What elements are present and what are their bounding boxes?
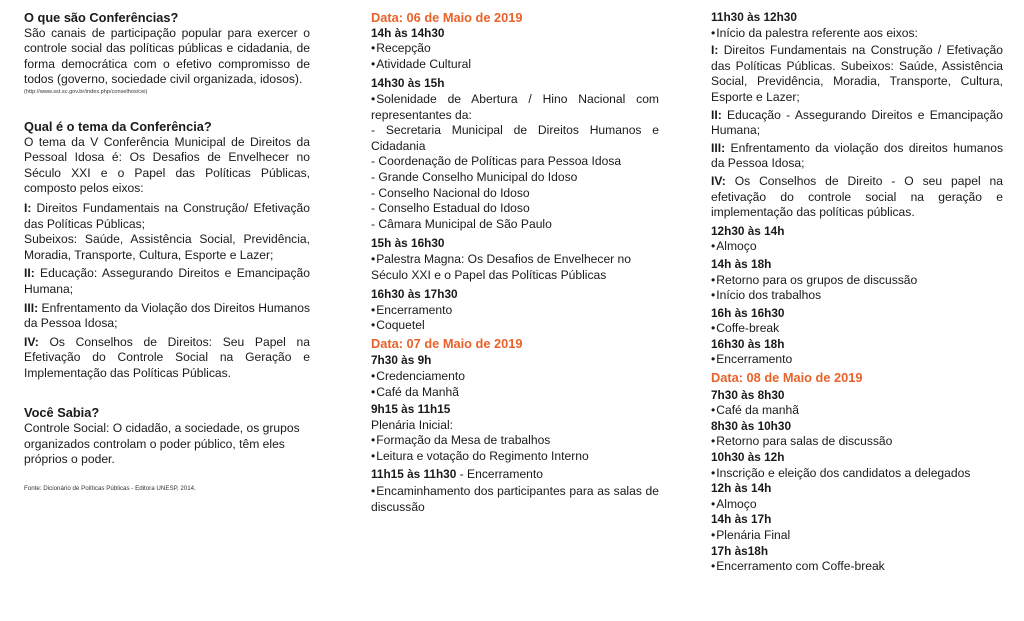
schedule-item: • Inscrição e eleição dos candidatos a delegados (711, 466, 1003, 482)
day-heading: Data: 06 de Maio de 2019 (371, 10, 523, 25)
schedule-item: • Café da Manhã (371, 385, 659, 401)
time-slot: 10h30 às 12h (711, 450, 785, 465)
representative-item: - Secretaria Municipal de Direitos Humanos e Cidadania (371, 123, 659, 153)
time-slot: 12h30 às 14h (711, 223, 785, 238)
day-heading: Data: 08 de Maio de 2019 (711, 370, 863, 386)
time-slot: 14h às 17h (711, 512, 772, 527)
time-slot: 14h às 14h30 (371, 25, 445, 40)
section-text-tema: O tema da V Conferência Municipal de Direitos da Pessoal Idosa é: Os Desafios de Envelhecer no Século XXI e o Papel das Políticas Públicas, composto pelos eixos: (24, 134, 310, 196)
time-slot-row: 11h15 às 11h30 - Encerramento (371, 466, 543, 481)
time-slot: 11h30 às 12h30 (711, 10, 797, 24)
section-title-tema: Qual é o tema da Conferência? (24, 118, 212, 134)
schedule-item: • Credenciamento (371, 369, 659, 385)
eixo-item: IV: Os Conselhos de Direitos: Seu Papel na Efetivação do Controle Social na Geração e Implementação das Políticas Públicas. (24, 334, 310, 380)
day-heading: Data: 07 de Maio de 2019 (371, 335, 523, 351)
representative-item: - Conselho Nacional do Idoso (371, 185, 530, 200)
schedule-column-2 (711, 10, 1003, 575)
info-column (24, 10, 310, 493)
eixo-item: II: Educação: Assegurando Direitos e Emancipação Humana; (24, 266, 310, 296)
eixo-item: III: Enfrentamento da Violação dos Direitos Humanos da Pessoa Idosa; (24, 300, 310, 331)
schedule-item: • Atividade Cultural (371, 57, 659, 73)
section-text-voce-sabia: Controle Social: O cidadão, a sociedade, os grupos organizados controlam o poder público, têm eles próprios o poder. (24, 421, 300, 467)
time-slot: 16h30 às 18h (711, 336, 785, 351)
source-citation: Fonte: Dicionário de Políticas Públicas - Editora UNESP, 2014. (24, 484, 196, 492)
time-slot: 17h às18h (711, 543, 769, 558)
eixo-subeixos: Subeixos: Saúde, Assistência Social, Previdência, Moradia, Transporte, Cultura, Esporte e Lazer; (24, 232, 310, 262)
schedule-item: • Início da palestra referente aos eixos: (711, 26, 1003, 42)
time-slot: 14h30 às 15h (371, 76, 445, 91)
eixo-item: IV: Os Conselhos de Direito - O seu papel na efetivação do controle social na geração e implementação das políticas públicas. (711, 173, 1003, 220)
representative-item: - Coordenação de Políticas para Pessoa Idosa (371, 154, 622, 169)
time-slot: 12h às 14h (711, 481, 772, 496)
schedule-item: Plenária Inicial: (371, 417, 454, 432)
time-slot: 15h às 16h30 (371, 236, 445, 251)
schedule-item: • Formação da Mesa de trabalhos (371, 433, 659, 449)
time-slot: 7h30 às 8h30 (711, 387, 785, 402)
representative-item: - Grande Conselho Municipal do Idoso (371, 169, 578, 184)
section-text-conferencias: São canais de participação popular para exercer o controle social das políticas públicas e cidadania, de forma democrática com o efetivo compromisso de todos (governo, sociedade civil organizada, idosos). (24, 25, 310, 87)
schedule-item: • Coffe-break (711, 321, 1003, 337)
source-url: (http://www.sst.sc.gov.br/index.php/conselhos/cei) (24, 88, 148, 95)
time-slot: 16h às 16h30 (711, 305, 785, 320)
representative-item: - Câmara Municipal de São Paulo (371, 216, 552, 231)
schedule-item: • Coquetel (371, 318, 659, 334)
time-slot: 16h30 às 17h30 (371, 287, 458, 302)
representative-item: - Conselho Estadual do Idoso (371, 201, 530, 216)
schedule-item: • Almoço (711, 239, 1003, 255)
schedule-item: • Almoço (711, 497, 1003, 513)
section-title-voce-sabia: Você Sabia? (24, 405, 100, 421)
section-title-conferencias: O que são Conferências? (24, 10, 179, 25)
schedule-item: • Encaminhamento dos participantes para as salas de discussão (371, 484, 659, 515)
schedule-item: • Leitura e votação do Regimento Interno (371, 449, 659, 465)
schedule-item: • Encerramento (371, 303, 659, 319)
schedule-item: • Encerramento com Coffe-break (711, 559, 1003, 575)
eixo-item: I: Direitos Fundamentais na Construção/ Efetivação das Políticas Públicas; (24, 200, 310, 231)
schedule-item: • Palestra Magna: Os Desafios de Envelhecer no Século XXI e o Papel das Políticas Públicas (371, 252, 659, 283)
eixo-item: II: Educação - Assegurando Direitos e Emancipação Humana; (711, 107, 1003, 138)
schedule-item: • Plenária Final (711, 528, 1003, 544)
schedule-item: • Recepção (371, 41, 659, 57)
schedule-item: • Café da manhã (711, 403, 1003, 419)
eixo-item: III: Enfrentamento da violação dos direitos humanos da Pessoa Idosa; (711, 140, 1003, 171)
time-slot: 9h15 às 11h15 (371, 402, 451, 417)
schedule-item: • Retorno para salas de discussão (711, 434, 1003, 450)
eixo-item: I: Direitos Fundamentais na Construção / Efetivação das Políticas Públicas. Subeixos: Saúde, Assistência Social, Previdência, Moradia, Transporte, Cultura, Esporte e Lazer; (711, 43, 1003, 104)
schedule-column-1 (371, 10, 659, 515)
schedule-item: • Encerramento (711, 352, 1003, 368)
time-slot: 14h às 18h (711, 256, 772, 271)
schedule-item: • Solenidade de Abertura / Hino Nacional com representantes da: (371, 92, 659, 123)
schedule-item: • Início dos trabalhos (711, 288, 1003, 304)
time-slot: 7h30 às 9h (371, 353, 432, 368)
time-slot: 8h30 às 10h30 (711, 418, 792, 433)
schedule-item: • Retorno para os grupos de discussão (711, 273, 1003, 289)
